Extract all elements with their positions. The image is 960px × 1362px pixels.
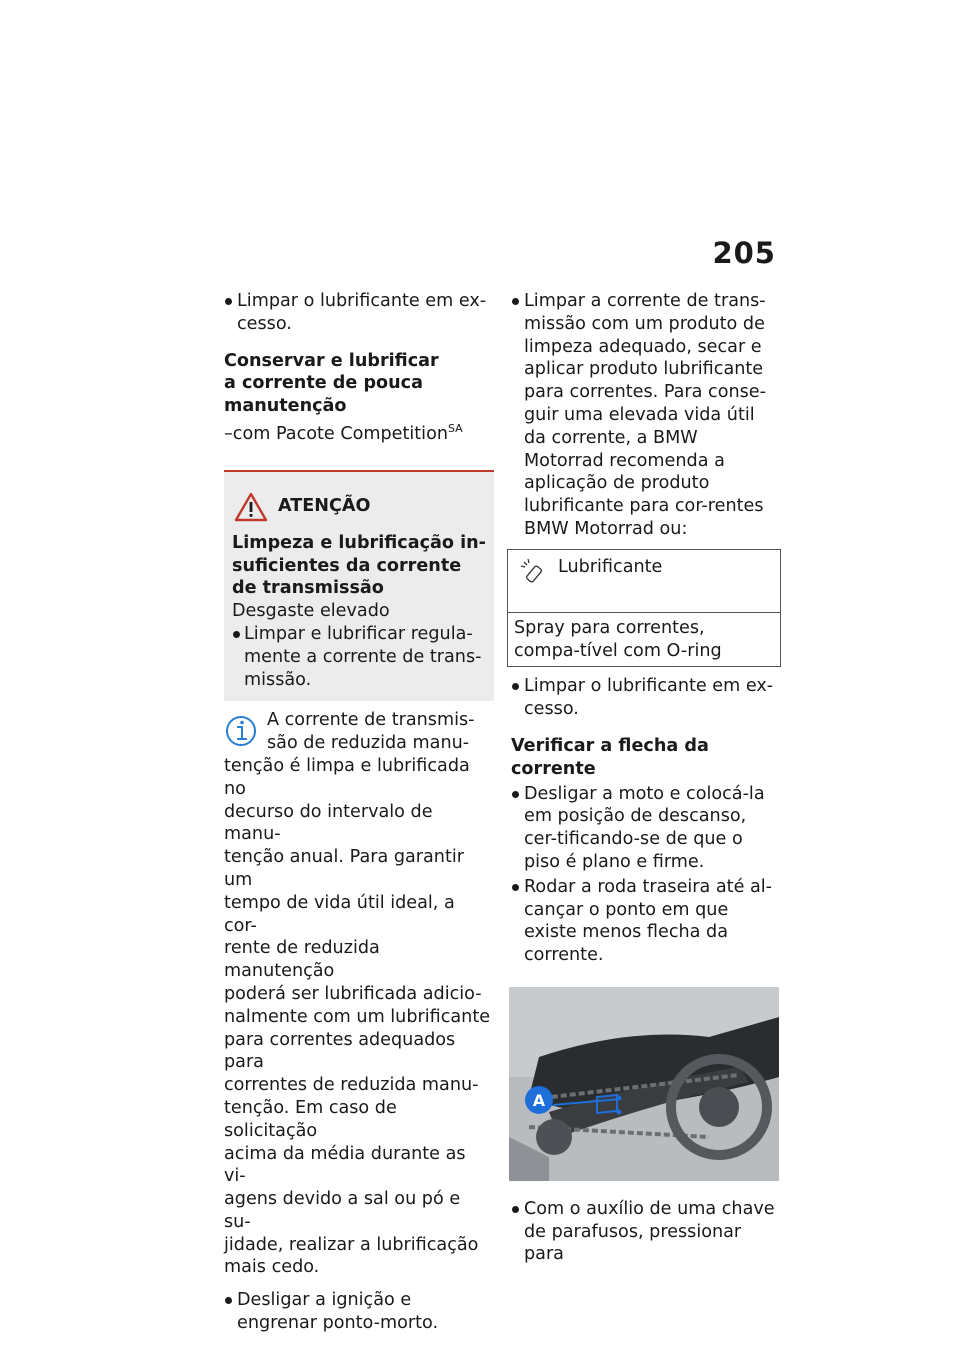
warning-heading: Limpeza e lubrificação in-suficientes da corrente de transmissão [232, 532, 486, 599]
list-item: Desligar a moto e colocá-la em posição de descanso, cer-tificando-se de que o piso é plano e firme. [511, 783, 779, 874]
lubricant-table [507, 549, 781, 668]
heading-line: a corrente de pouca [224, 373, 423, 394]
chain-slack-photo [509, 987, 779, 1181]
warning-label: ATENÇÃO [278, 496, 371, 517]
right-column [511, 290, 779, 1274]
left-column [224, 290, 492, 1343]
list-item: Desligar a ignição e engrenar ponto-morto. [224, 1289, 492, 1335]
section-heading [224, 350, 492, 418]
figure-callout-label: A [532, 1090, 546, 1110]
warning-box [224, 470, 494, 702]
list-item: Limpar o lubrificante em ex-cesso. [511, 675, 779, 721]
heading-line: manutenção [224, 396, 347, 417]
warning-triangle-icon [234, 492, 268, 522]
spray-can-icon [518, 556, 548, 586]
warning-title [232, 492, 486, 522]
info-icon [224, 711, 258, 751]
section-heading: Verificar a flecha da corrente [511, 735, 709, 779]
optional-equipment-note: –com Pacote Competition$^{SA}$ [224, 421, 463, 444]
list-item: Limpar a corrente de trans-missão com um produto de limpeza adequado, secar e aplicar produto lubrificante para correntes. Para conse-guir uma elevada vida útil da corrente, a BMW Motorrad recomenda a aplicação de produto lubrificante para cor-rentes BMW Motorrad ou: [511, 290, 779, 541]
warning-consequence: Desgaste elevado [232, 601, 390, 622]
heading-line: Conservar e lubrificar [224, 350, 439, 371]
table-cell: Spray para correntes, compa-tível com O-ring [514, 617, 722, 661]
list-item: Limpar o lubrificante em ex-cesso. [224, 290, 492, 336]
list-item: Com o auxílio de uma chave de parafusos, pressionar para [511, 1198, 779, 1266]
info-note [224, 709, 492, 1279]
info-text: A corrente de transmis- são de reduzida manu- tenção é limpa e lubrificada no decurso do intervalo de manu- tenção anual. Para garantir um tempo de vida útil ideal, a cor- rente de reduzida manutenção poderá ser lubrificada adicio- nalmente com um lubrificante para correntes adequados para correntes de reduzida manu- tenção. Em caso de solicitação acima da média durante as vi- agens devido a sal ou pó e su- jidade, realizar a lubrificação mais cedo. [224, 710, 491, 1278]
table-header: Lubrificante [508, 550, 780, 613]
list-item: Rodar a roda traseira até al-cançar o ponto em que existe menos flecha da corrente. [511, 876, 779, 967]
page-number: 205 [712, 236, 776, 270]
warning-action: Limpar e lubrificar regula-mente a corrente de trans-missão. [232, 623, 486, 691]
